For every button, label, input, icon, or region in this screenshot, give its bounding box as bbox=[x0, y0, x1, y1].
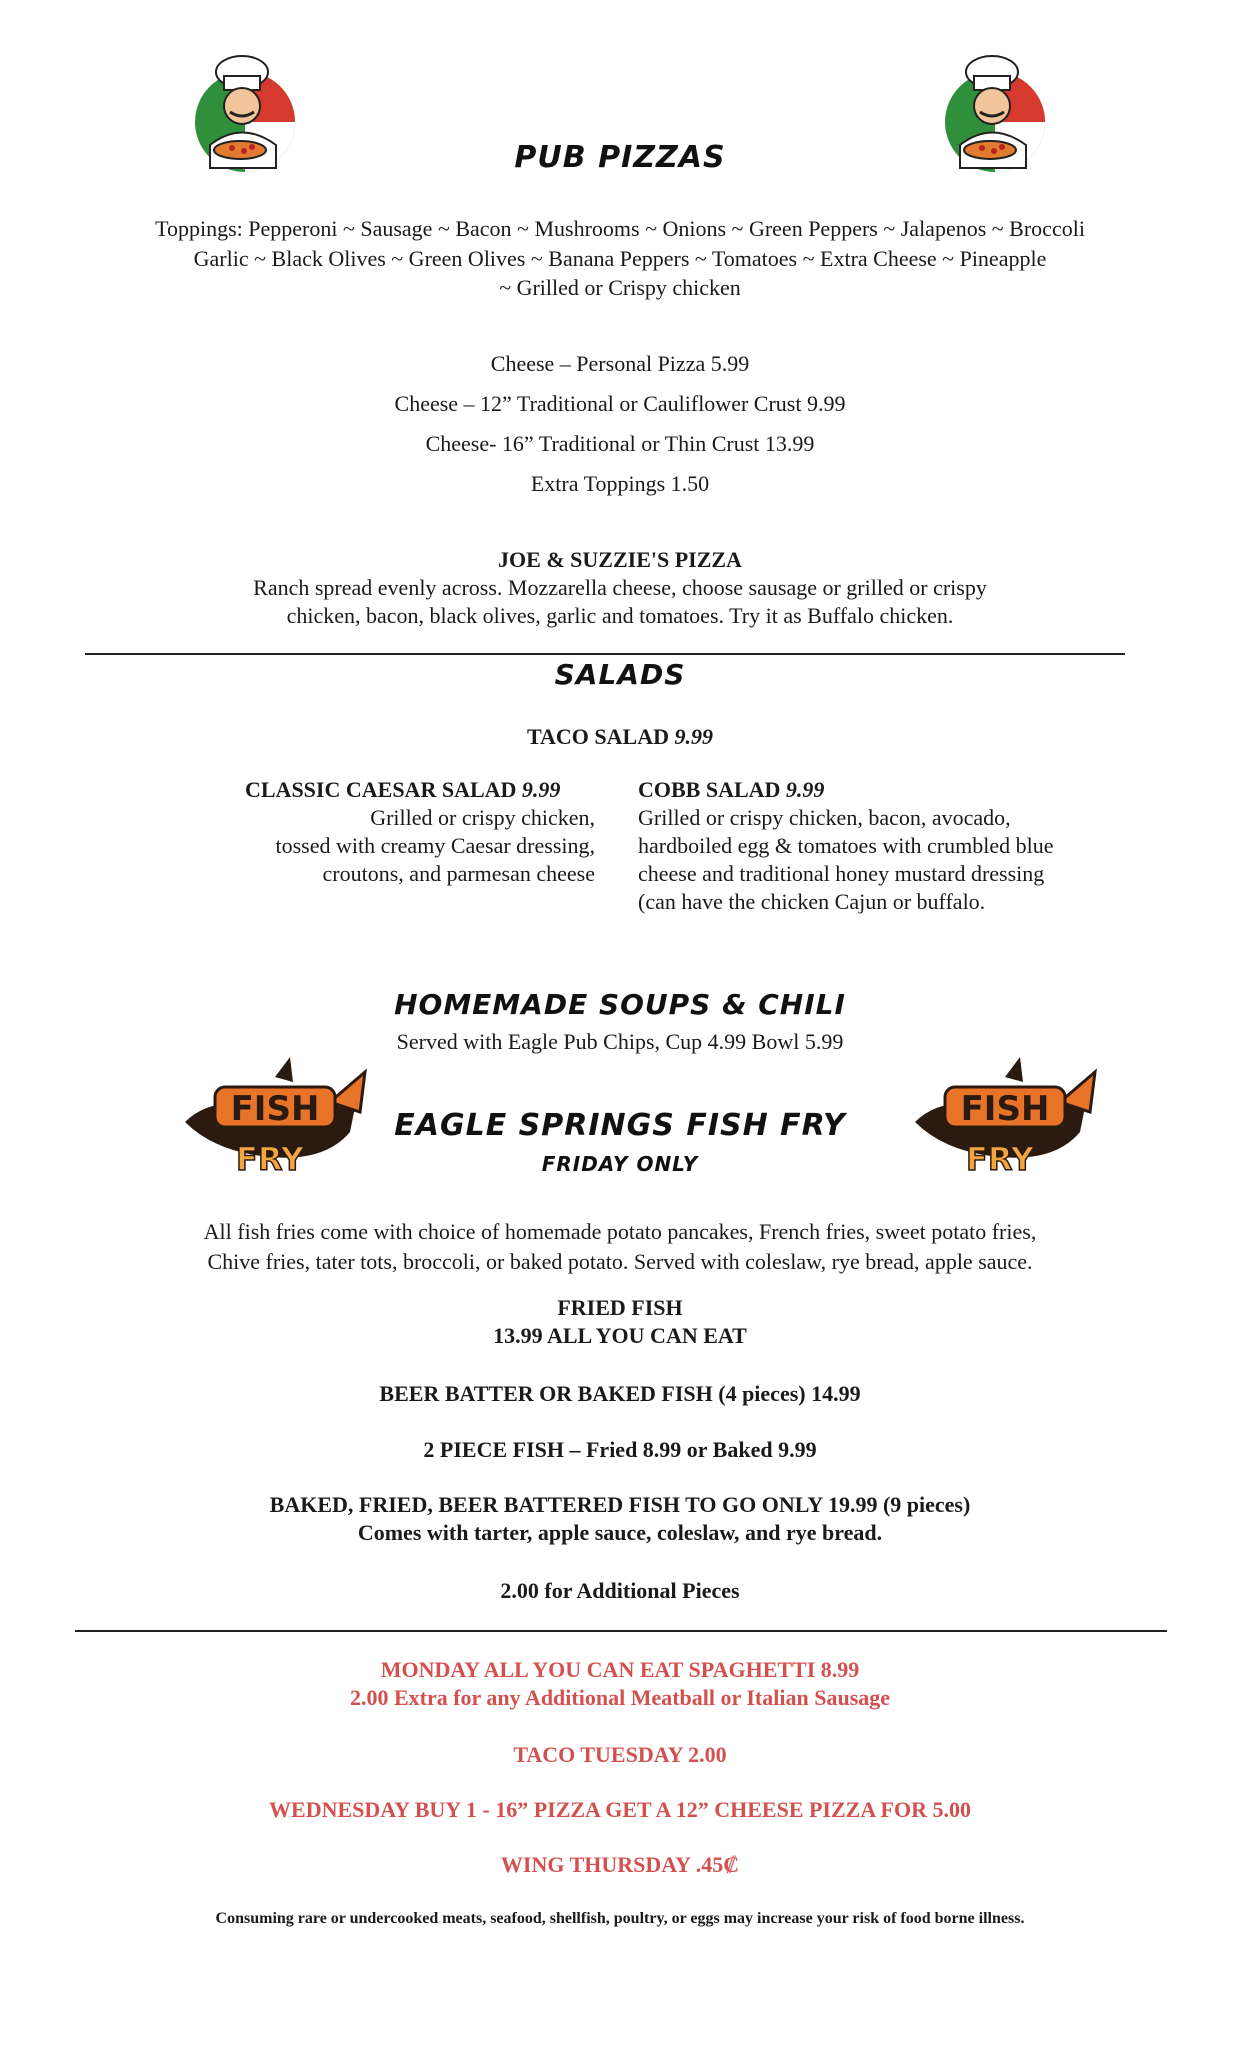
taco-salad-name: TACO SALAD bbox=[526, 724, 669, 749]
caesar-salad-heading bbox=[150, 776, 595, 804]
section-title-salads: SALADS bbox=[554, 658, 686, 691]
section-title-soups: HOMEMADE SOUPS & CHILI bbox=[394, 988, 846, 1021]
desc-line: All fish fries come with choice of homemade potato pancakes, French fries, sweet potato fries, bbox=[203, 1219, 1037, 1244]
fish-fry-desc bbox=[0, 1217, 1240, 1277]
fish-fry-subtitle: FRIDAY ONLY bbox=[541, 1152, 699, 1176]
wednesday-special: WEDNESDAY BUY 1 - 16” PIZZA GET A 12” CHEESE PIZZA FOR 5.00 bbox=[269, 1797, 971, 1822]
pizza-price-list bbox=[0, 344, 1240, 504]
divider bbox=[85, 653, 1125, 655]
caesar-salad-name: CLASSIC CAESAR SALAD bbox=[245, 777, 517, 802]
soups-desc: Served with Eagle Pub Chips, Cup 4.99 Bowl 5.99 bbox=[396, 1029, 844, 1054]
toppings-line: Toppings: Pepperoni ~ Sausage ~ Bacon ~ Mushrooms ~ Onions ~ Green Peppers ~ Jalapenos ~ Broccoli bbox=[155, 216, 1085, 241]
fish-logo-top-text: FISH bbox=[230, 1089, 320, 1129]
thursday-special: WING THURSDAY .45₡ bbox=[500, 1852, 740, 1877]
food-safety-disclaimer: Consuming rare or undercooked meats, seafood, shellfish, poultry, or eggs may increase your risk of food borne illness. bbox=[215, 1910, 1025, 1927]
price-line: Cheese- 16” Traditional or Thin Crust 13.99 bbox=[425, 431, 815, 456]
desc-line: (can have the chicken Cajun or buffalo. bbox=[638, 889, 986, 914]
fried-fish bbox=[0, 1294, 1240, 1350]
divider bbox=[75, 1630, 1167, 1632]
price-line: Cheese – Personal Pizza 5.99 bbox=[490, 351, 750, 376]
cobb-salad-name: COBB SALAD bbox=[638, 777, 781, 802]
desc-line: tossed with creamy Caesar dressing, bbox=[275, 833, 595, 858]
two-piece-fish: 2 PIECE FISH – Fried 8.99 or Baked 9.99 bbox=[423, 1437, 817, 1462]
price-line: Cheese – 12” Traditional or Cauliflower Crust 9.99 bbox=[394, 391, 846, 416]
desc-line: croutons, and parmesan cheese bbox=[322, 861, 595, 886]
specialty-pizza-desc bbox=[0, 574, 1240, 630]
toppings-line: ~ Grilled or Crispy chicken bbox=[499, 275, 741, 301]
cobb-salad bbox=[638, 776, 1198, 916]
monday-special-extra: 2.00 Extra for any Additional Meatball or Italian Sausage bbox=[349, 1685, 891, 1710]
section-title-fish-fry: EAGLE SPRINGS FISH FRY bbox=[394, 1108, 846, 1143]
fish-to-go-desc: Comes with tarter, apple sauce, coleslaw, and rye bread. bbox=[357, 1520, 883, 1545]
fish-to-go bbox=[0, 1491, 1240, 1547]
desc-line: Ranch spread evenly across. Mozzarella cheese, choose sausage or grilled or crispy bbox=[253, 575, 987, 600]
desc-line: Chive fries, tater tots, broccoli, or baked potato. Served with coleslaw, rye bread, apple sauce. bbox=[207, 1249, 1033, 1274]
fish-logo-top-text: FISH bbox=[960, 1089, 1050, 1129]
taco-salad-price: 9.99 bbox=[674, 724, 713, 749]
toppings-line: Garlic ~ Black Olives ~ Green Olives ~ Banana Peppers ~ Tomatoes ~ Extra Cheese ~ Pineapple bbox=[193, 245, 1047, 271]
specialty-pizza-name: JOE & SUZZIE'S PIZZA bbox=[498, 547, 742, 572]
cobb-salad-heading bbox=[638, 776, 1198, 804]
toppings-list bbox=[0, 214, 1240, 303]
tuesday-special: TACO TUESDAY 2.00 bbox=[513, 1742, 727, 1767]
fish-logo-bottom-text: FRY bbox=[966, 1140, 1034, 1178]
beer-batter-fish: BEER BATTER OR BAKED FISH (4 pieces) 14.99 bbox=[379, 1381, 861, 1406]
fried-fish-name: FRIED FISH bbox=[557, 1295, 683, 1320]
monday-special-title: MONDAY ALL YOU CAN EAT SPAGHETTI 8.99 bbox=[380, 1657, 860, 1682]
price-line: Extra Toppings 1.50 bbox=[530, 471, 710, 496]
section-title-pizzas: PUB PIZZAS bbox=[514, 140, 726, 175]
desc-line: Grilled or crispy chicken, bacon, avocado, bbox=[638, 805, 1011, 830]
fish-logo-bottom-text: FRY bbox=[236, 1140, 304, 1178]
monday-special bbox=[0, 1656, 1240, 1712]
desc-line: cheese and traditional honey mustard dressing bbox=[638, 861, 1045, 886]
additional-pieces: 2.00 for Additional Pieces bbox=[500, 1578, 740, 1603]
taco-salad bbox=[0, 722, 1240, 752]
desc-line: hardboiled egg & tomatoes with crumbled blue bbox=[638, 833, 1054, 858]
fish-to-go-title: BAKED, FRIED, BEER BATTERED FISH TO GO ONLY 19.99 (9 pieces) bbox=[269, 1492, 971, 1517]
fried-fish-price: 13.99 ALL YOU CAN EAT bbox=[493, 1323, 747, 1348]
desc-line: Grilled or crispy chicken, bbox=[370, 805, 595, 830]
desc-line: chicken, bacon, black olives, garlic and tomatoes. Try it as Buffalo chicken. bbox=[286, 603, 954, 628]
cobb-salad-price: 9.99 bbox=[785, 777, 825, 802]
caesar-salad-price: 9.99 bbox=[521, 777, 561, 802]
caesar-salad bbox=[150, 776, 595, 888]
